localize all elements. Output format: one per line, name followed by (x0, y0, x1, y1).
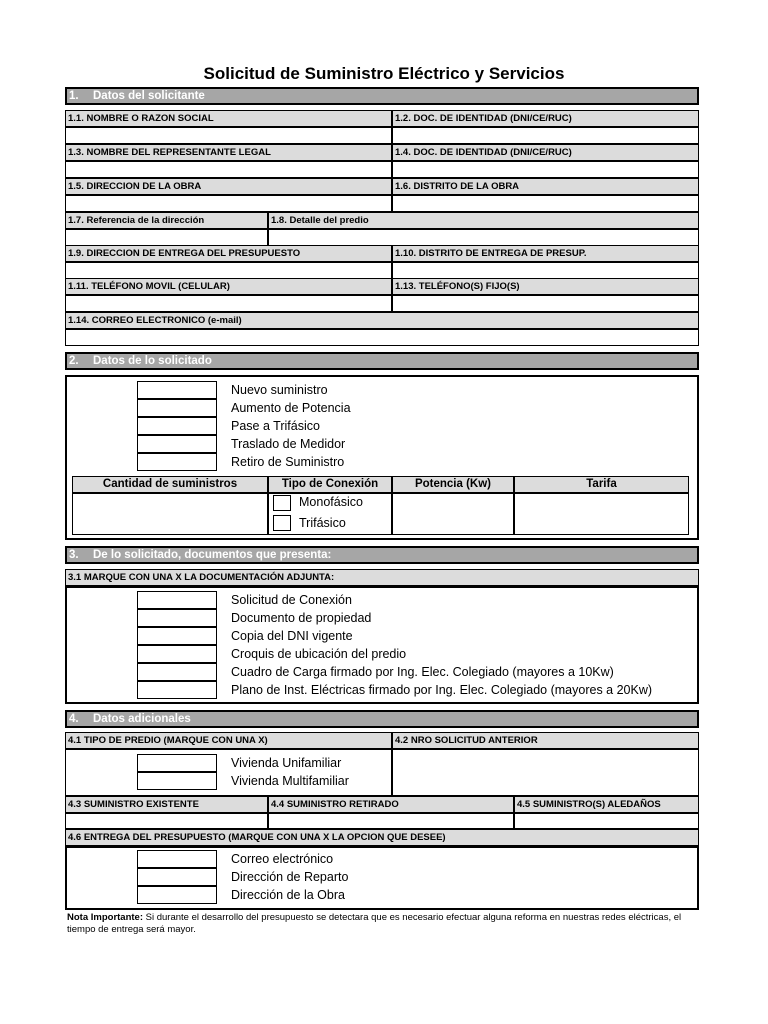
distrito-obra-field[interactable] (392, 195, 699, 212)
section-3-header (65, 546, 699, 564)
checkbox-plano-instalaciones[interactable] (137, 681, 217, 699)
label-entrega-presupuesto: 4.6 ENTREGA DEL PRESUPUESTO (MARQUE CON UNA X LA OPCION QUE DESEE) (65, 829, 699, 846)
label-distrito-entrega: 1.10. DISTRITO DE ENTREGA DE PRESUP. (392, 245, 699, 262)
checkbox-vivienda-multifamiliar[interactable] (137, 772, 217, 790)
nro-solicitud-anterior-field[interactable] (392, 749, 699, 796)
checkbox-solicitud-conexion[interactable] (137, 591, 217, 609)
suministro-existente-field[interactable] (65, 813, 268, 829)
option-correo-electronico: Correo electrónico (231, 852, 334, 866)
suministro-retirado-field[interactable] (268, 813, 514, 829)
doc-plano-instalaciones: Plano de Inst. Eléctricas firmado por Ing. Elec. Colegiado (mayores a 20Kw) (231, 683, 653, 697)
direccion-obra-field[interactable] (65, 195, 392, 212)
label-telefono-movil: 1.11. TELÉFONO MOVIL (CELULAR) (65, 278, 392, 295)
label-representante-legal: 1.3. NOMBRE DEL REPRESENTANTE LEGAL (65, 144, 392, 161)
nota-importante-label: Nota Importante: (67, 912, 143, 923)
option-direccion-obra: Dirección de la Obra (231, 888, 345, 902)
section-2-title: Datos de lo solicitado (93, 355, 212, 367)
doc-copia-dni: Copia del DNI vigente (231, 629, 353, 643)
nota-importante (67, 912, 701, 936)
section-3-number: 3. (69, 549, 79, 561)
suministros-aledanos-field[interactable] (514, 813, 699, 829)
doc-croquis-ubicacion: Croquis de ubicación del predio (231, 647, 407, 661)
option-retiro-suministro: Retiro de Suministro (231, 455, 345, 469)
checkbox-trifasico[interactable] (273, 515, 291, 531)
checkbox-correo-electronico[interactable] (137, 850, 217, 868)
label-suministro-retirado: 4.4 SUMINISTRO RETIRADO (268, 796, 514, 813)
label-direccion-obra: 1.5. DIRECCION DE LA OBRA (65, 178, 392, 195)
checkbox-nuevo-suministro[interactable] (137, 381, 217, 399)
section-1-title: Datos del solicitante (93, 90, 205, 102)
option-vivienda-unifamiliar: Vivienda Unifamiliar (231, 756, 342, 770)
label-direccion-entrega: 1.9. DIRECCION DE ENTREGA DEL PRESUPUESTO (65, 245, 392, 262)
label-tipo-predio: 4.1 TIPO DE PREDIO (MARQUE CON UNA X) (65, 732, 392, 749)
section-2-number: 2. (69, 355, 79, 367)
section-1-header (65, 87, 699, 105)
label-nombre-razon-social: 1.1. NOMBRE O RAZON SOCIAL (65, 110, 392, 127)
doc-identidad-field[interactable] (392, 127, 699, 144)
section-2-header (65, 352, 699, 370)
telefono-movil-field[interactable] (65, 295, 392, 312)
header-tarifa: Tarifa (514, 476, 689, 493)
label-documentacion-adjunta: 3.1 MARQUE CON UNA X LA DOCUMENTACIÓN ADJUNTA: (65, 569, 699, 586)
potencia-field[interactable] (392, 493, 514, 535)
section-1-number: 1. (69, 90, 79, 102)
checkbox-croquis-ubicacion[interactable] (137, 645, 217, 663)
nota-importante-text: Si durante el desarrollo del presupuesto se detectara que es necesario efectuar alguna reforma en nuestras redes eléctricas, el tiempo de entrega será mayor. (67, 912, 682, 935)
header-cantidad-suministros: Cantidad de suministros (72, 476, 268, 493)
option-nuevo-suministro: Nuevo suministro (231, 383, 328, 397)
checkbox-retiro-suministro[interactable] (137, 453, 217, 471)
doc-solicitud-conexion: Solicitud de Conexión (231, 593, 352, 607)
label-distrito-obra: 1.6. DISTRITO DE LA OBRA (392, 178, 699, 195)
section-4-title: Datos adicionales (93, 713, 191, 725)
direccion-entrega-field[interactable] (65, 262, 392, 279)
option-traslado-medidor: Traslado de Medidor (231, 437, 346, 451)
checkbox-traslado-medidor[interactable] (137, 435, 217, 453)
option-vivienda-multifamiliar: Vivienda Multifamiliar (231, 774, 349, 788)
checkbox-copia-dni[interactable] (137, 627, 217, 645)
header-tipo-conexion: Tipo de Conexión (268, 476, 392, 493)
label-suministros-aledanos: 4.5 SUMINISTRO(S) ALEDAÑOS (514, 796, 699, 813)
label-detalle-predio: 1.8. Detalle del predio (268, 212, 699, 229)
distrito-entrega-field[interactable] (392, 262, 699, 279)
checkbox-vivienda-unifamiliar[interactable] (137, 754, 217, 772)
option-pase-trifasico: Pase a Trifásico (231, 419, 320, 433)
referencia-direccion-field[interactable] (65, 229, 268, 246)
checkbox-direccion-reparto[interactable] (137, 868, 217, 886)
section-3-title: De lo solicitado, documentos que presenta: (93, 549, 332, 561)
doc-documento-propiedad: Documento de propiedad (231, 611, 372, 625)
label-nro-solicitud-anterior: 4.2 NRO SOLICITUD ANTERIOR (392, 732, 699, 749)
detalle-predio-field[interactable] (268, 229, 699, 246)
checkbox-aumento-potencia[interactable] (137, 399, 217, 417)
section-4-number: 4. (69, 713, 79, 725)
form-title: Solicitud de Suministro Eléctrico y Servicios (203, 64, 565, 83)
label-doc-identidad-representante: 1.4. DOC. DE IDENTIDAD (DNI/CE/RUC) (392, 144, 699, 161)
label-referencia-direccion: 1.7. Referencia de la dirección (65, 212, 268, 229)
representante-legal-field[interactable] (65, 161, 392, 178)
checkbox-pase-trifasico[interactable] (137, 417, 217, 435)
label-telefono-fijo: 1.13. TELÉFONO(S) FIJO(S) (392, 278, 699, 295)
label-doc-identidad: 1.2. DOC. DE IDENTIDAD (DNI/CE/RUC) (392, 110, 699, 127)
checkbox-cuadro-carga[interactable] (137, 663, 217, 681)
doc-identidad-representante-field[interactable] (392, 161, 699, 178)
checkbox-monofasico[interactable] (273, 495, 291, 511)
tarifa-field[interactable] (514, 493, 689, 535)
section-4-header (65, 710, 699, 728)
label-suministro-existente: 4.3 SUMINISTRO EXISTENTE (65, 796, 268, 813)
option-monofasico: Monofásico (299, 495, 363, 509)
telefono-fijo-field[interactable] (392, 295, 699, 312)
header-potencia: Potencia (Kw) (392, 476, 514, 493)
label-correo-electronico: 1.14. CORREO ELECTRONICO (e-mail) (65, 312, 699, 329)
option-direccion-reparto: Dirección de Reparto (231, 870, 349, 884)
correo-electronico-field[interactable] (65, 329, 699, 346)
option-trifasico: Trifásico (299, 516, 346, 530)
cantidad-suministros-field[interactable] (72, 493, 268, 535)
nombre-razon-social-field[interactable] (65, 127, 392, 144)
option-aumento-potencia: Aumento de Potencia (231, 401, 351, 415)
checkbox-documento-propiedad[interactable] (137, 609, 217, 627)
doc-cuadro-carga: Cuadro de Carga firmado por Ing. Elec. Colegiado (mayores a 10Kw) (231, 665, 614, 679)
checkbox-direccion-obra[interactable] (137, 886, 217, 904)
